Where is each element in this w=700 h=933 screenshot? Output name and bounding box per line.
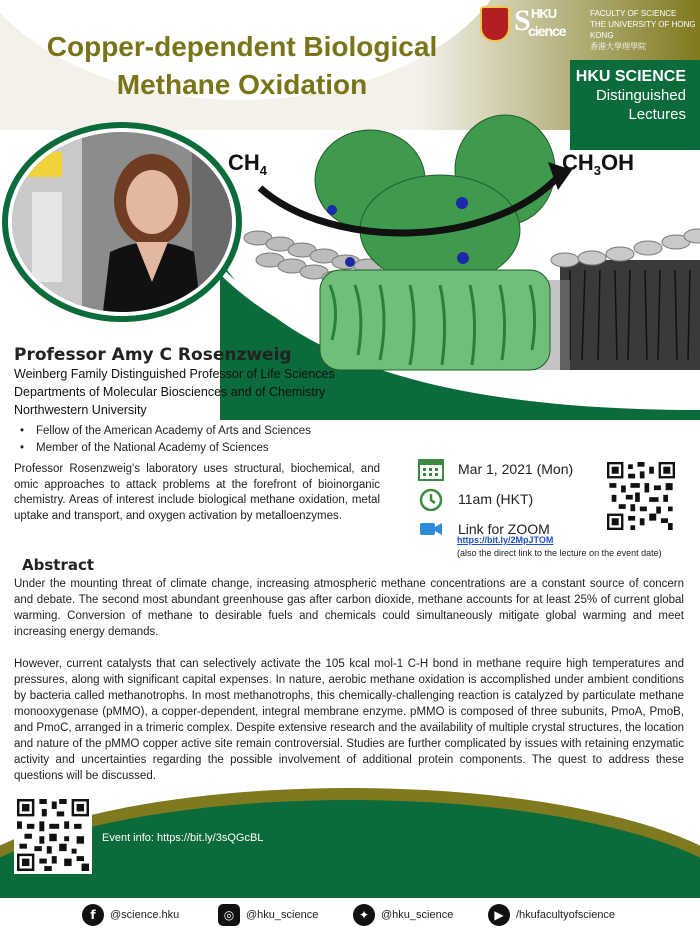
social-links xyxy=(0,898,700,933)
event-info-qr-code[interactable] xyxy=(14,796,92,874)
speaker-bio: Professor Rosenzweig's laboratory uses structural, biochemical, and omic approaches to attack problems at the forefront of bioinorganic chemistry. Areas of interest include biological methane oxidation, metal uptake and transport, and oxygen activation by metalloenzymes. xyxy=(14,463,380,522)
abstract-body xyxy=(14,576,684,800)
event-date-row xyxy=(418,457,573,481)
title-line-2: Methane Oxidation xyxy=(116,69,368,100)
science-wordmark xyxy=(514,2,590,44)
svg-text:cience: cience xyxy=(528,23,566,39)
event-time-row xyxy=(418,487,533,511)
abstract-paragraph: Under the mounting threat of climate change, increasing atmospheric methane concentrations are a constant source of concern and debate. The second most abundant greenhouse gas after carbon dioxide, methane accounts for at least 25% of current global warming. Conversion of methane to desirable fuels and chemicals could simultaneously mitigate global warming and meet increasing energy demands. xyxy=(14,578,684,638)
hku-science-logo xyxy=(470,0,700,52)
svg-text:S: S xyxy=(514,4,530,37)
logo-text xyxy=(590,8,700,52)
event-info-link[interactable]: Event info: https://bit.ly/3sQGcBL xyxy=(102,832,264,844)
video-camera-icon xyxy=(418,517,444,541)
instagram-handle: @hku_science xyxy=(246,909,319,921)
social-twitter[interactable] xyxy=(353,904,453,926)
youtube-icon: ▶ xyxy=(488,904,510,926)
logo-university: THE UNIVERSITY OF HONG KONG xyxy=(590,20,696,40)
facebook-handle: @science.hku xyxy=(110,909,180,921)
clock-icon xyxy=(418,487,444,511)
zoom-qr-code[interactable] xyxy=(607,462,675,530)
logo-chinese: 香港大學理學院 xyxy=(590,42,646,51)
speaker-info xyxy=(14,345,384,457)
speaker-university: Northwestern University xyxy=(14,403,147,417)
honor-item: • Member of the National Academy of Sciences xyxy=(20,440,384,457)
social-instagram[interactable] xyxy=(218,904,318,926)
speaker-photo-illustration xyxy=(12,132,236,316)
speaker-photo xyxy=(8,128,236,316)
series-line-1: HKU SCIENCE xyxy=(575,68,686,85)
product-label: $CH_3OH$ xyxy=(562,150,635,178)
speaker-department: Departments of Molecular Biosciences and of Chemistry xyxy=(14,385,326,399)
event-date: Mar 1, 2021 (Mon) xyxy=(458,461,574,477)
twitter-icon: ✦ xyxy=(353,904,375,926)
logo-science-mark xyxy=(514,2,590,52)
abstract-paragraph: However, current catalysts that can selectively activate the 105 kcal mol-1 C-H bond in methane require high temperatures and pressures, along with significant capital expenses. In nature, aerobic methane oxidation is accomplished under ambient conditions by bacteria called methanotrophs. In most methanotrophs, this chemically-challenging reaction is catalyzed by particulate methane monooxygenase (pMMO), a copper-dependent, integral membrane enzyme. pMMO is composed of three subunits, PmoA, PmoB, and PmoC, arranged in a trimeric complex. Despite extensive research and the availability of multiple crystal structures, the location and nature of the pMMO copper active site remain controversial. Studies are further complicated by issues with retaining enzymatic activity and uncertainties regarding the possible involvement of additional protein components. The quest to address these questions will be discussed. xyxy=(14,658,684,782)
event-time: 11am (HKT) xyxy=(458,491,534,507)
speaker-name: Professor Amy C Rosenzweig xyxy=(14,345,292,365)
facebook-icon: f xyxy=(82,904,104,926)
calendar-icon xyxy=(418,457,444,481)
twitter-handle: @hku_science xyxy=(381,909,454,921)
speaker-honors xyxy=(20,423,384,457)
hku-crest-icon xyxy=(480,6,510,42)
zoom-link-note: (also the direct link to the lecture on the event date) xyxy=(457,548,662,558)
series-line-2: Distinguished xyxy=(595,87,686,104)
youtube-handle: /hkufacultyofscience xyxy=(516,909,616,921)
logo-faculty: FACULTY OF SCIENCE xyxy=(590,9,677,18)
series-line-3: Lectures xyxy=(628,106,686,123)
page-title xyxy=(22,28,462,104)
social-facebook[interactable] xyxy=(82,904,179,926)
abstract-heading: Abstract xyxy=(22,556,95,574)
reactant-label: $CH_4$ xyxy=(228,150,268,178)
title-line-1: Copper-dependent Biological xyxy=(46,31,438,62)
instagram-icon: ◎ xyxy=(218,904,240,926)
zoom-link[interactable]: https://bit.ly/2MpJTOM xyxy=(457,535,554,545)
svg-text:HKU: HKU xyxy=(531,6,557,21)
social-youtube[interactable] xyxy=(488,904,615,926)
honor-item: • Fellow of the American Academy of Arts and Sciences xyxy=(20,423,384,440)
zoom-link-label: Link for ZOOM xyxy=(458,521,550,537)
speaker-title: Weinberg Family Distinguished Professor of Life Sciences xyxy=(14,367,335,381)
